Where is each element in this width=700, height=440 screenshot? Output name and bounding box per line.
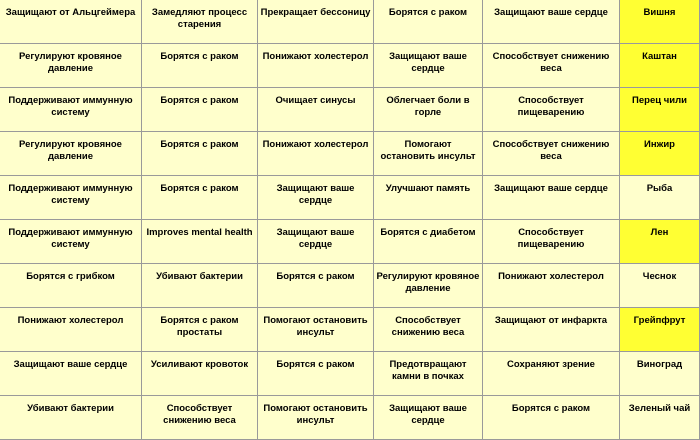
table-row <box>0 88 700 132</box>
table-row <box>0 220 700 264</box>
benefit-cell: Способствует снижению веса <box>142 396 258 440</box>
benefit-cell: Способствует снижению веса <box>483 44 620 88</box>
food-name-cell: Виноград <box>620 352 700 396</box>
food-name-cell: Инжир <box>620 132 700 176</box>
benefit-cell: Improves mental health <box>142 220 258 264</box>
benefit-cell: Усиливают кровоток <box>142 352 258 396</box>
food-name-cell: Зеленый чай <box>620 396 700 440</box>
benefit-cell: Понижают холестерол <box>0 308 142 352</box>
food-name-cell: Каштан <box>620 44 700 88</box>
benefit-cell: Защищают ваше сердце <box>258 176 374 220</box>
benefit-cell: Помогают остановить инсульт <box>258 396 374 440</box>
benefit-cell: Защищают ваше сердце <box>258 220 374 264</box>
benefit-cell: Поддерживают иммунную систему <box>0 220 142 264</box>
food-name-cell: Грейпфрут <box>620 308 700 352</box>
benefit-cell: Борятся с раком <box>374 0 483 44</box>
benefit-cell: Защищают ваше сердце <box>0 352 142 396</box>
benefit-cell: Убивают бактерии <box>142 264 258 308</box>
benefit-cell: Борятся с раком простаты <box>142 308 258 352</box>
benefit-cell: Защищают ваше сердце <box>374 396 483 440</box>
benefit-cell: Защищают от инфаркта <box>483 308 620 352</box>
benefit-cell: Облегчает боли в горле <box>374 88 483 132</box>
benefit-cell: Борятся с раком <box>142 88 258 132</box>
benefit-cell: Борятся с раком <box>142 44 258 88</box>
benefit-cell: Способствует пищеварению <box>483 220 620 264</box>
table-row <box>0 132 700 176</box>
table-row <box>0 264 700 308</box>
benefit-cell: Борятся с раком <box>258 264 374 308</box>
benefit-cell: Улучшают память <box>374 176 483 220</box>
benefit-cell: Прекращает бессоницу <box>258 0 374 44</box>
table-row <box>0 0 700 44</box>
benefit-cell: Регулируют кровяное давление <box>0 132 142 176</box>
food-name-cell: Лен <box>620 220 700 264</box>
table-row <box>0 308 700 352</box>
benefit-cell: Борятся с раком <box>483 396 620 440</box>
table-row <box>0 352 700 396</box>
benefit-cell: Способствует снижению веса <box>374 308 483 352</box>
benefit-cell: Замедляют процесс старения <box>142 0 258 44</box>
benefit-cell: Очищает синусы <box>258 88 374 132</box>
benefit-cell: Убивают бактерии <box>0 396 142 440</box>
benefit-cell: Понижают холестерол <box>258 132 374 176</box>
benefit-cell: Регулируют кровяное давление <box>374 264 483 308</box>
table-row <box>0 176 700 220</box>
benefit-cell: Поддерживают иммунную систему <box>0 88 142 132</box>
benefit-cell: Борятся с диабетом <box>374 220 483 264</box>
benefit-cell: Способствует пищеварению <box>483 88 620 132</box>
benefit-cell: Предотвращают камни в почках <box>374 352 483 396</box>
benefit-cell: Борятся с раком <box>142 176 258 220</box>
benefit-cell: Понижают холестерол <box>483 264 620 308</box>
benefit-cell: Понижают холестерол <box>258 44 374 88</box>
benefit-cell: Способствует снижению веса <box>483 132 620 176</box>
benefit-cell: Борятся с грибком <box>0 264 142 308</box>
food-name-cell: Чеснок <box>620 264 700 308</box>
benefit-cell: Защищают ваше сердце <box>374 44 483 88</box>
benefit-cell: Помогают остановить инсульт <box>258 308 374 352</box>
table-row <box>0 396 700 440</box>
benefit-cell: Помогают остановить инсульт <box>374 132 483 176</box>
benefit-cell: Защищают ваше сердце <box>483 176 620 220</box>
benefit-cell: Борятся с раком <box>258 352 374 396</box>
food-name-cell: Вишня <box>620 0 700 44</box>
benefit-cell: Регулируют кровяное давление <box>0 44 142 88</box>
benefit-cell: Сохраняют зрение <box>483 352 620 396</box>
benefit-cell: Защищают от Альцгеймера <box>0 0 142 44</box>
table-row <box>0 44 700 88</box>
food-name-cell: Рыба <box>620 176 700 220</box>
food-name-cell: Перец чили <box>620 88 700 132</box>
benefit-cell: Защищают ваше сердце <box>483 0 620 44</box>
benefit-cell: Борятся с раком <box>142 132 258 176</box>
benefit-cell: Поддерживают иммунную систему <box>0 176 142 220</box>
